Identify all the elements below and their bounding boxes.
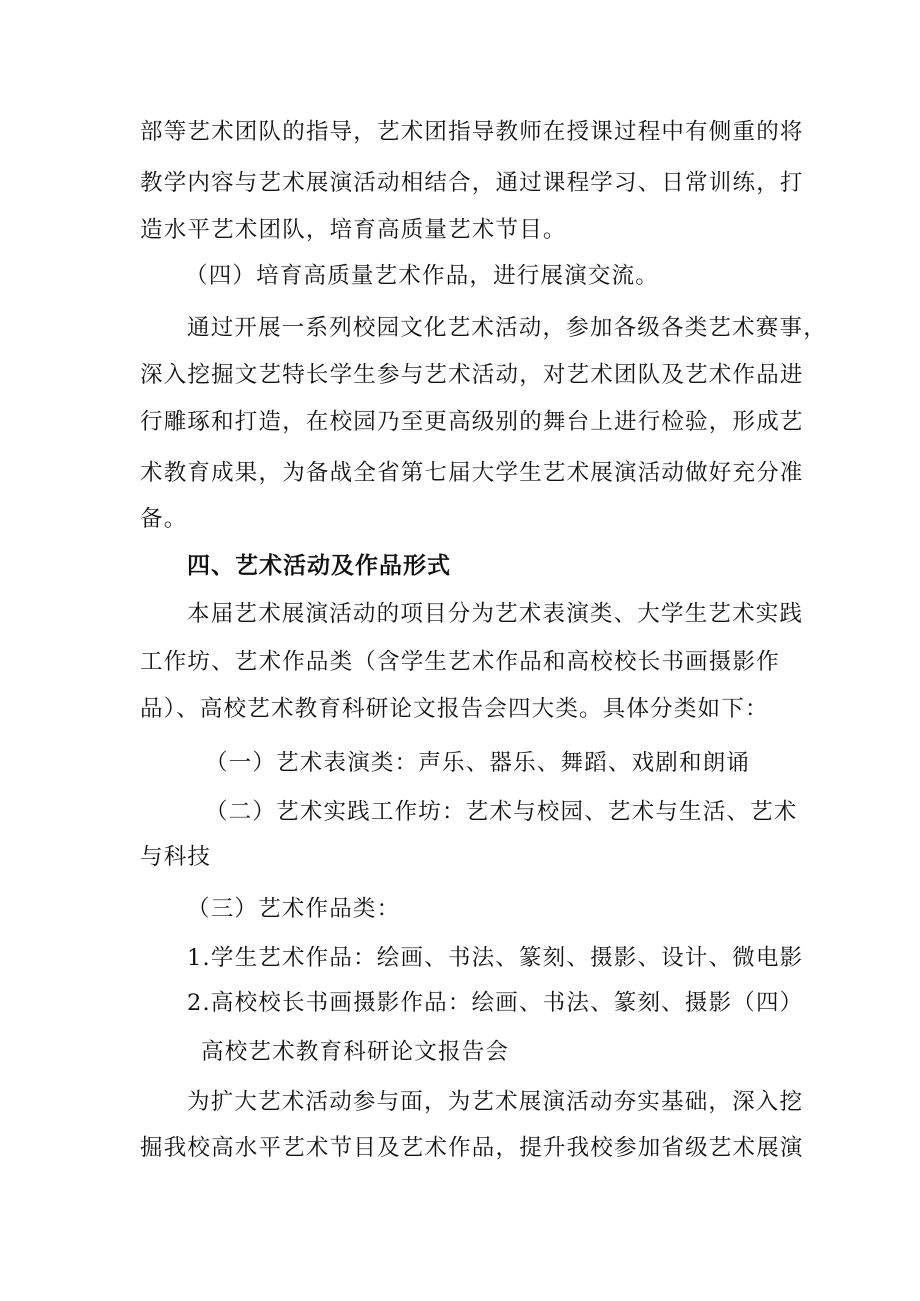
section-heading: 四、艺术活动及作品形式 <box>187 553 451 579</box>
subsection-heading: （四）培育高质量艺术作品，进行展演交流。 <box>185 263 660 289</box>
paragraph-line: 为扩大艺术活动参与面，为艺术展演活动夯实基础，深入挖 <box>187 1089 804 1115</box>
paragraph-line: 部等艺术团队的指导，艺术团指导教师在授课过程中有侧重的将 <box>140 119 804 145</box>
paragraph-line: 教学内容与艺术展演活动相结合，通过课程学习、日常训练，打 <box>140 170 804 196</box>
category-item: （一）艺术表演类：声乐、器乐、舞蹈、戏剧和朗诵 <box>205 750 751 776</box>
paragraph-line: 备。 <box>140 506 188 532</box>
paragraph-line: 高校艺术教育科研论文报告会 <box>201 1039 510 1065</box>
paragraph-line: 行雕琢和打造，在校园乃至更高级别的舞台上进行检验，形成艺 <box>140 409 804 435</box>
paragraph-line: 品）、高校艺术教育科研论文报告会四大类。具体分类如下： <box>140 696 769 722</box>
paragraph-line: 造水平艺术团队，培育高质量艺术节目。 <box>140 217 567 243</box>
paragraph-line: 术教育成果，为备战全省第七届大学生艺术展演活动做好充分准 <box>140 460 804 486</box>
paragraph-line: 深入挖掘文艺特长学生参与艺术活动，对艺术团队及艺术作品进 <box>140 362 804 388</box>
category-item: （三）艺术作品类： <box>187 896 401 922</box>
category-item: （二）艺术实践工作坊：艺术与校园、艺术与生活、艺术 <box>205 799 798 825</box>
paragraph-line: 掘我校高水平艺术节目及艺术作品，提升我校参加省级艺术展演 <box>140 1135 804 1161</box>
list-item: 1.学生艺术作品：绘画、书法、篆刻、摄影、设计、微电影 <box>187 945 804 971</box>
paragraph-line: 与科技 <box>140 844 212 870</box>
paragraph-line: 工作坊、艺术作品类（含学生艺术作品和高校校长书画摄影作 <box>140 649 780 675</box>
paragraph-line: 通过开展一系列校园文化艺术活动，参加各级各类艺术赛事， <box>187 315 827 341</box>
list-item: 2.高校校长书画摄影作品：绘画、书法、篆刻、摄影（四） <box>187 990 804 1016</box>
paragraph-line: 本届艺术展演活动的项目分为艺术表演类、大学生艺术实践 <box>187 601 804 627</box>
